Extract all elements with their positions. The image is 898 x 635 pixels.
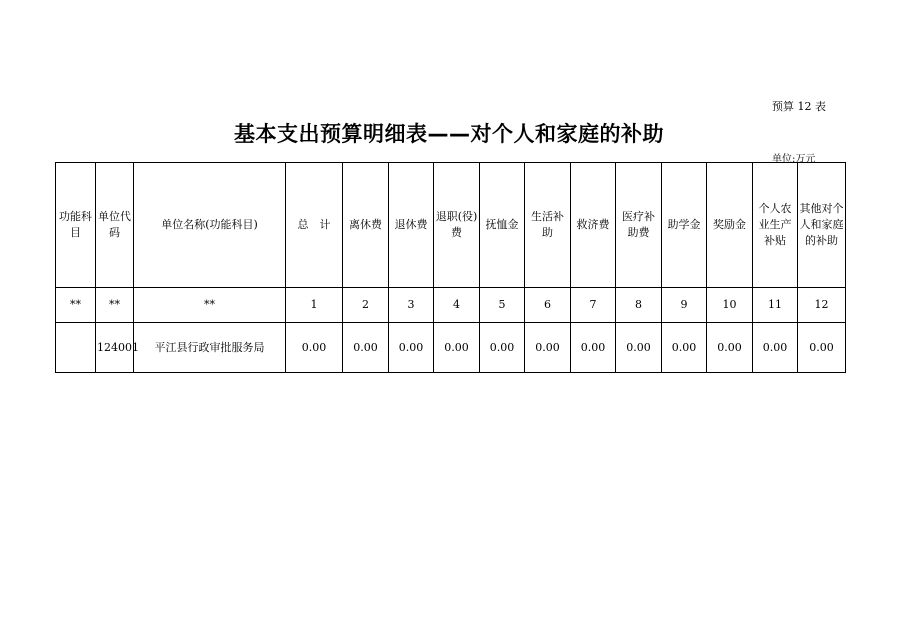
col-header-retirement-lixiu: 离休费 bbox=[343, 163, 389, 288]
code-cell: 9 bbox=[662, 288, 707, 323]
col-header-agri-subsidy: 个人农业生产补贴 bbox=[753, 163, 798, 288]
header-row bbox=[56, 163, 846, 288]
value-cell: 0.00 bbox=[798, 323, 846, 373]
col-header-living-allowance: 生活补助 bbox=[525, 163, 571, 288]
code-cell: 2 bbox=[343, 288, 389, 323]
unit-code-cell: 124001 bbox=[96, 323, 134, 373]
budget-table bbox=[55, 162, 846, 373]
col-header-relief: 救济费 bbox=[571, 163, 616, 288]
code-cell: 4 bbox=[434, 288, 480, 323]
code-cell: ** bbox=[96, 288, 134, 323]
value-cell: 0.00 bbox=[389, 323, 434, 373]
col-header-unit-name: 单位名称(功能科目) bbox=[134, 163, 286, 288]
table-number: 预算 12 表 bbox=[772, 100, 826, 113]
code-cell: 5 bbox=[480, 288, 525, 323]
value-cell: 0.00 bbox=[616, 323, 662, 373]
total-value-cell: 0.00 bbox=[286, 323, 343, 373]
code-cell: ** bbox=[56, 288, 96, 323]
value-cell: 0.00 bbox=[480, 323, 525, 373]
code-cell: 3 bbox=[389, 288, 434, 323]
code-cell: 11 bbox=[753, 288, 798, 323]
table-row bbox=[56, 323, 846, 373]
col-header-unit-code: 单位代码 bbox=[96, 163, 134, 288]
value-cell: 0.00 bbox=[662, 323, 707, 373]
value-cell: 0.00 bbox=[525, 323, 571, 373]
col-header-other-subsidy: 其他对个人和家庭的补助 bbox=[798, 163, 846, 288]
col-header-retirement-tuixiu: 退休费 bbox=[389, 163, 434, 288]
code-row bbox=[56, 288, 846, 323]
unit-name-cell: 平江县行政审批服务局 bbox=[134, 323, 286, 373]
code-cell: ** bbox=[134, 288, 286, 323]
document-title: 基本支出预算明细表——对个人和家庭的补助 bbox=[234, 122, 664, 146]
unit-label: 单位:万元 bbox=[772, 154, 816, 165]
value-cell: 0.00 bbox=[753, 323, 798, 373]
code-cell: 1 bbox=[286, 288, 343, 323]
col-header-resignation: 退职(役)费 bbox=[434, 163, 480, 288]
col-header-pension: 抚恤金 bbox=[480, 163, 525, 288]
code-cell: 6 bbox=[525, 288, 571, 323]
value-cell: 0.00 bbox=[434, 323, 480, 373]
code-cell: 10 bbox=[707, 288, 753, 323]
code-cell: 8 bbox=[616, 288, 662, 323]
col-header-total: 总 计 bbox=[286, 163, 343, 288]
value-cell: 0.00 bbox=[343, 323, 389, 373]
col-header-scholarship: 助学金 bbox=[662, 163, 707, 288]
code-cell: 12 bbox=[798, 288, 846, 323]
func-subject-cell bbox=[56, 323, 96, 373]
col-header-func-subject: 功能科目 bbox=[56, 163, 96, 288]
value-cell: 0.00 bbox=[571, 323, 616, 373]
col-header-bonus: 奖励金 bbox=[707, 163, 753, 288]
col-header-medical-allowance: 医疗补助费 bbox=[616, 163, 662, 288]
value-cell: 0.00 bbox=[707, 323, 753, 373]
code-cell: 7 bbox=[571, 288, 616, 323]
